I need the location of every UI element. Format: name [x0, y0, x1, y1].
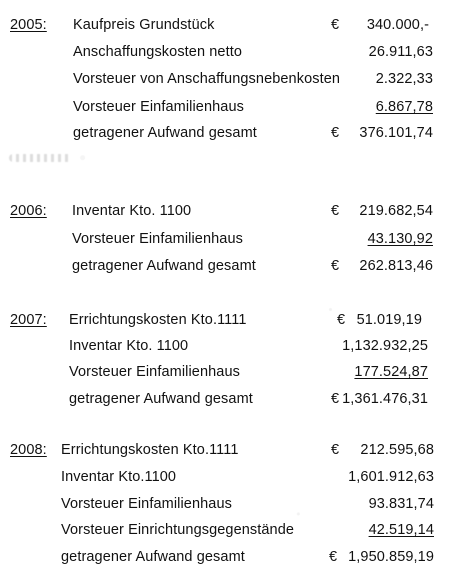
ledger-row: [0, 391, 459, 411]
year-label: 2008:: [10, 442, 47, 458]
row-amount: 43.130,92: [367, 231, 433, 247]
row-amount: 6.867,78: [375, 99, 433, 115]
row-label: Vorsteuer Einfamilienhaus: [72, 231, 243, 247]
row-amount: 2.322,33: [375, 71, 433, 87]
ledger-row: [0, 44, 459, 64]
row-amount: 51.019,19: [356, 312, 422, 328]
row-amount: 26.911,63: [368, 44, 433, 60]
ledger-row: [0, 364, 459, 384]
row-amount: 212.595,68: [360, 442, 434, 458]
row-label: Inventar Kto. 1100: [69, 338, 189, 354]
row-label: Vorsteuer von Anschaffungsnebenkosten: [73, 71, 341, 87]
ledger-row: [0, 338, 459, 358]
row-label: Vorsteuer Einfamilienhaus: [69, 364, 240, 380]
currency-symbol: €: [331, 258, 340, 274]
row-amount: 340.000,-: [366, 17, 429, 33]
ledger-row: [0, 549, 459, 569]
row-label: getragener Aufwand gesamt: [73, 125, 257, 141]
row-amount: 1,950.859,19: [348, 549, 434, 565]
ledger-row: [0, 17, 459, 37]
row-label: getragener Aufwand gesamt: [69, 391, 253, 407]
ledger-row: [0, 203, 459, 223]
ledger-row: [0, 442, 459, 462]
row-label: Vorsteuer Einfamilienhaus: [61, 496, 232, 512]
row-label: getragener Aufwand gesamt: [61, 549, 245, 565]
currency-symbol: €: [331, 125, 340, 141]
row-amount: 219.682,54: [359, 203, 433, 219]
row-label: Vorsteuer Einrichtungsgegenstände: [61, 522, 295, 538]
currency-symbol: €: [331, 391, 340, 407]
row-amount: 1,132.932,25: [342, 338, 428, 354]
currency-symbol: €: [331, 17, 340, 33]
row-amount: 1,361.476,31: [342, 391, 428, 407]
currency-symbol: €: [329, 549, 338, 565]
row-amount: 262.813,46: [359, 258, 433, 274]
row-amount: 42.519,14: [368, 522, 434, 538]
row-label: getragener Aufwand gesamt: [72, 258, 256, 274]
row-label: Errichtungskosten Kto.1111: [69, 312, 247, 328]
ledger-row: [0, 312, 459, 332]
row-amount: 1,601.912,63: [348, 469, 434, 485]
ledger-row: [0, 496, 459, 516]
row-label: Anschaffungskosten netto: [73, 44, 243, 60]
row-label: Kaufpreis Grundstück: [73, 17, 215, 33]
year-label: 2007:: [10, 312, 47, 328]
row-amount: 93.831,74: [368, 496, 434, 512]
row-label: Inventar Kto. 1100: [72, 203, 192, 219]
year-label: 2006:: [10, 203, 47, 219]
ledger-row: [0, 258, 459, 278]
year-label: 2005:: [10, 17, 47, 33]
row-label: Errichtungskosten Kto.1111: [61, 442, 239, 458]
scan-smudge: [9, 154, 71, 162]
row-amount: 376.101,74: [359, 125, 433, 141]
currency-symbol: €: [331, 203, 340, 219]
ledger-row: [0, 125, 459, 145]
ledger-row: [0, 522, 459, 542]
row-label: Vorsteuer Einfamilienhaus: [73, 99, 244, 115]
ledger-row: [0, 231, 459, 251]
ledger-row: [0, 469, 459, 489]
ledger-row: [0, 99, 459, 119]
currency-symbol: €: [337, 312, 346, 328]
ledger-row: [0, 71, 459, 91]
currency-symbol: €: [331, 442, 340, 458]
row-amount: 177.524,87: [354, 364, 428, 380]
row-label: Inventar Kto.1100: [61, 469, 177, 485]
